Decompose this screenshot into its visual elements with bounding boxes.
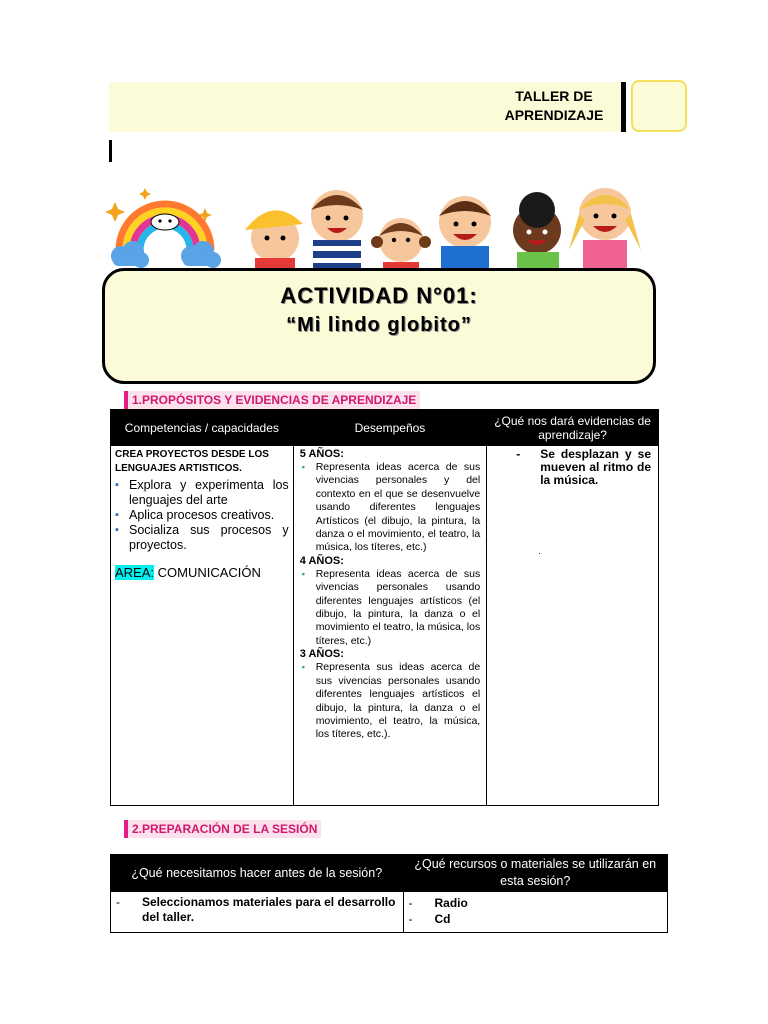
col-header-competencias: Competencias / capacidades	[111, 410, 294, 446]
list-item	[112, 893, 402, 927]
header-divider	[621, 82, 626, 132]
bullet-icon: ▪	[115, 509, 119, 521]
list-item	[115, 478, 289, 508]
preparation-table	[110, 854, 668, 933]
evidence-text: Se desplazan y se mueven al ritmo de la música.	[540, 447, 651, 487]
competencia-title: CREA PROYECTOS DESDE LOS LENGUAJES ARTISTICOS.	[115, 449, 269, 474]
purposes-table	[110, 409, 659, 806]
bullet-icon: ▪	[301, 662, 305, 673]
table-row	[111, 446, 659, 806]
activity-title: ACTIVIDAD N°01:	[280, 283, 478, 308]
area-row	[115, 565, 289, 580]
area-value: COMUNICACIÓN	[157, 565, 261, 580]
before-text: Seleccionamos materiales para el desarrollo del taller.	[142, 895, 396, 924]
dash-marker: -	[516, 447, 521, 461]
list-item	[405, 911, 666, 927]
age-label: 5 AÑOS:	[299, 448, 344, 460]
table-row	[111, 892, 668, 933]
side-mark	[109, 140, 112, 162]
list-item	[115, 508, 289, 523]
bullet-icon: ▪	[115, 479, 119, 491]
evidencias-cell	[487, 446, 659, 806]
resource-text: Radio	[434, 896, 468, 910]
desempeno-item	[300, 661, 485, 741]
area-label: AREA:	[115, 565, 155, 580]
resources-cell	[403, 892, 667, 933]
cloud-icon	[111, 241, 221, 268]
desempeno-text: Representa sus ideas acerca de sus vivencias personales usando diferentes lenguajes artísticos el dibujo, la pintura, la danza o el movimiento, el teatro, la música, los títeres, etc.).	[315, 661, 481, 741]
dash-marker: -	[408, 912, 413, 926]
children-rainbow-illustration	[105, 180, 655, 280]
table-header-row	[111, 855, 668, 892]
desempeno-text: Representa ideas acerca de sus vivencias personales usando diferentes lenguajes artísticos (el dibujo, la pintura, la danza o el movimiento el teatro, la música, los títeres, etc.)	[315, 567, 481, 647]
competencias-cell	[111, 446, 294, 806]
child-2	[311, 190, 363, 280]
resource-text: Cd	[434, 912, 451, 926]
dash-marker: -	[408, 896, 413, 910]
bullet-icon: ▪	[301, 462, 305, 472]
before-cell	[111, 892, 404, 933]
desempeno-item	[300, 568, 485, 648]
col-header-before: ¿Qué necesitamos hacer antes de la sesión?	[111, 855, 404, 892]
stray-mark: .	[538, 546, 541, 556]
col-header-resources: ¿Qué recursos o materiales se utilizarán en esta sesión?	[403, 855, 667, 892]
section-1-heading: 1.PROPÓSITOS Y EVIDENCIAS DE APRENDIZAJE	[124, 391, 420, 409]
table-header-row	[111, 410, 659, 446]
capacidad-text: Aplica procesos creativos.	[129, 508, 275, 522]
capacidad-text: Explora y experimenta los lenguajes del arte	[129, 478, 289, 507]
bullet-icon: ▪	[115, 524, 119, 536]
evidence-item	[488, 448, 657, 487]
list-item	[405, 895, 666, 911]
child-5	[513, 192, 561, 280]
col-header-evidencias: ¿Qué nos dará evidencias de aprendizaje?	[487, 410, 659, 446]
desempeno-text: Representa ideas acerca de sus vivencias personales y del contexto en el que se desenvuelve usando diferentes lenguajes Artísticos (el dibujo, la pintura, la danza o el movimiento, el teatro, la música, los títeres, etc.)	[315, 461, 481, 554]
list-item	[115, 523, 289, 553]
activity-subtitle: “Mi lindo globito”	[286, 314, 472, 336]
section-2-heading: 2.PREPARACIÓN DE LA SESIÓN	[124, 820, 321, 838]
header-title: TALLER DE APRENDIZAJE	[504, 88, 604, 123]
child-6	[569, 188, 641, 280]
age-label: 4 AÑOS:	[299, 554, 344, 567]
capacidad-text: Socializa sus procesos y proyectos.	[129, 523, 289, 552]
desempenos-cell	[293, 446, 487, 806]
age-label: 3 AÑOS:	[299, 648, 344, 661]
capacidades-list	[115, 478, 289, 553]
header-empty-box	[631, 80, 687, 132]
col-header-desempenos: Desempeños	[293, 410, 487, 446]
desempeno-item	[300, 461, 485, 555]
dash-marker: -	[116, 895, 120, 909]
bullet-icon: ▪	[301, 568, 305, 579]
